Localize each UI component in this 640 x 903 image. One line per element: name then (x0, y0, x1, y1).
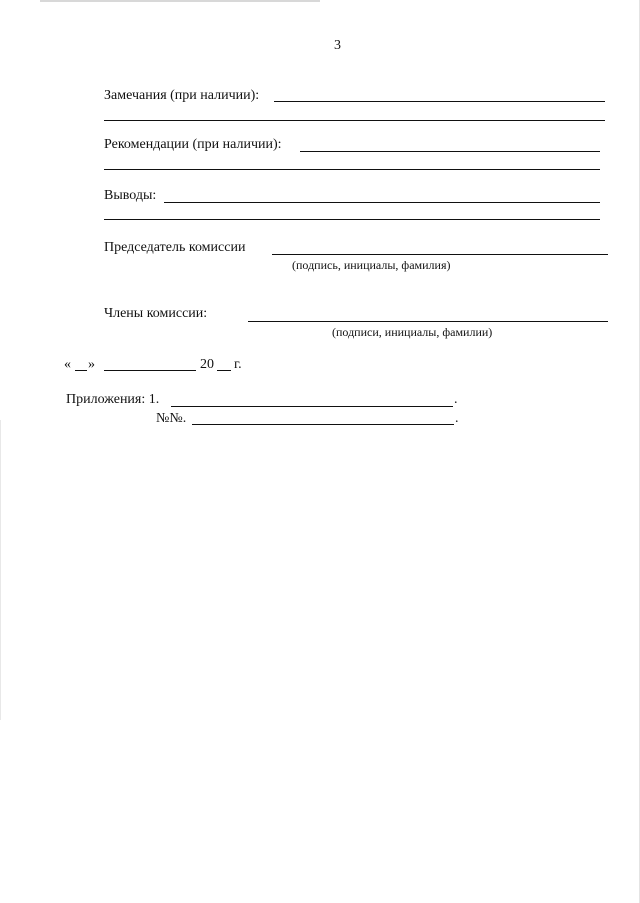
recommendations-label: Рекомендации (при наличии): (104, 137, 282, 152)
date-close-quote: » (88, 357, 95, 372)
page-number: 3 (334, 38, 341, 53)
recommendations-line-2[interactable] (104, 169, 600, 170)
date-year-prefix: 20 (200, 357, 214, 372)
conclusions-line-1[interactable] (164, 202, 600, 203)
members-label: Члены комиссии: (104, 306, 208, 321)
chairman-caption: (подпись, инициалы, фамилия) (292, 258, 451, 272)
date-year-suffix: г. (234, 357, 242, 372)
date-year-line[interactable] (217, 370, 231, 371)
attachments-line-1[interactable] (171, 406, 453, 407)
attachments-line-2[interactable] (192, 424, 454, 425)
remarks-line-2[interactable] (104, 120, 605, 121)
date-day-line[interactable] (75, 370, 87, 371)
date-month-line[interactable] (104, 370, 196, 371)
chairman-signature-line[interactable] (272, 254, 608, 255)
date-open-quote: « (64, 357, 71, 372)
remarks-line-1[interactable] (274, 101, 605, 102)
attachments-end-mark-2: . (455, 411, 459, 426)
scan-edge-top (40, 0, 320, 2)
conclusions-label: Выводы: (104, 188, 157, 203)
attachments-label: Приложения: 1. (66, 392, 160, 407)
conclusions-line-2[interactable] (104, 219, 600, 220)
attachments-numbers-label: №№. (156, 411, 187, 426)
chairman-label: Председатель комиссии (104, 240, 246, 255)
members-caption: (подписи, инициалы, фамилии) (332, 325, 493, 339)
scan-edge-left (0, 420, 1, 720)
attachments-end-mark-1: . (454, 392, 458, 407)
remarks-label: Замечания (при наличии): (104, 88, 260, 103)
recommendations-line-1[interactable] (300, 151, 600, 152)
members-signature-line[interactable] (248, 321, 608, 322)
